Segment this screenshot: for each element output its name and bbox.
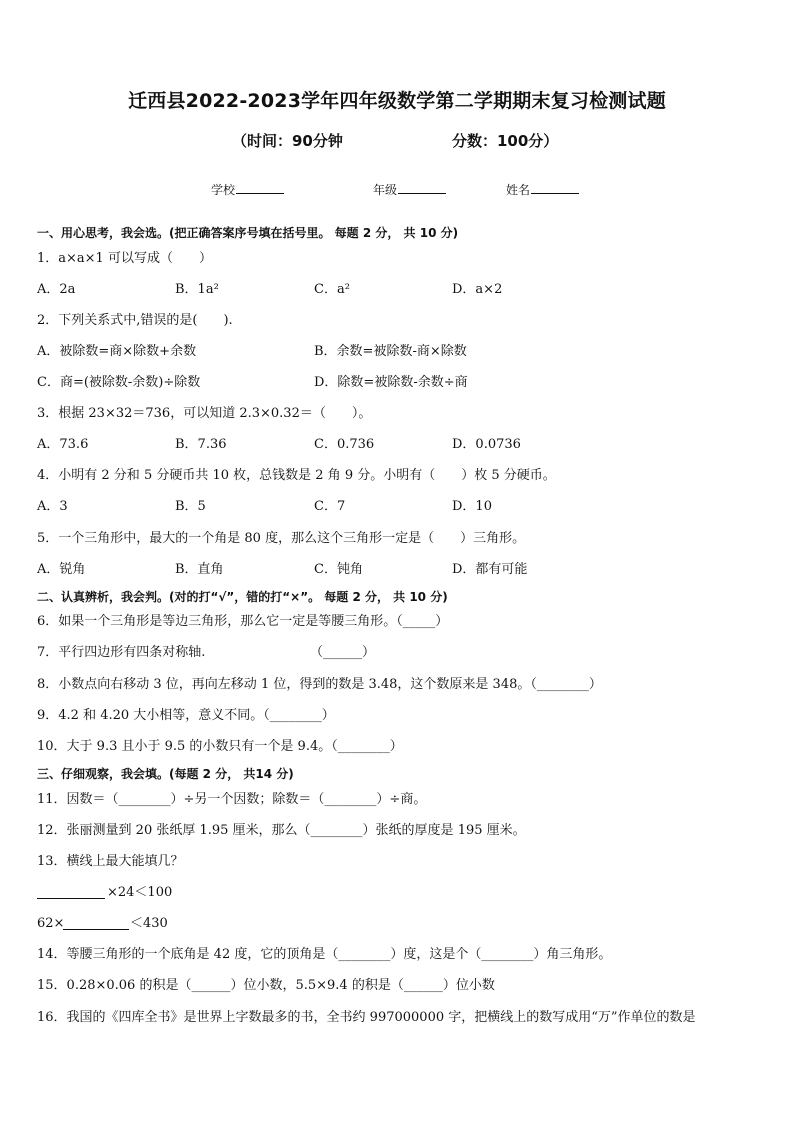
q4-option-d[interactable]: D．10 bbox=[452, 499, 492, 514]
question-8[interactable]: 8．小数点向右移动 3 位，再向左移动 1 位，得到的数是 3.48，这个数原来是 348。（________） bbox=[37, 677, 602, 692]
q5-option-d[interactable]: D．都有可能 bbox=[452, 562, 528, 577]
school-field bbox=[211, 181, 284, 198]
question-6[interactable]: 6．如果一个三角形是等边三角形，那么它一定是等腰三角形。（_____） bbox=[37, 614, 449, 629]
section-1-heading: 一、用心思考，我会选。(把正确答案序号填在括号里。 每题 2 分， 共 10 分) bbox=[37, 226, 459, 240]
q3-option-a[interactable]: A．73.6 bbox=[37, 437, 89, 452]
q5-option-a[interactable]: A．锐角 bbox=[37, 562, 86, 577]
name-blank[interactable] bbox=[531, 182, 579, 194]
q1-option-d[interactable]: D．a×2 bbox=[452, 282, 503, 297]
q4-option-c[interactable]: C．7 bbox=[314, 499, 346, 514]
name-label: 姓名 bbox=[506, 183, 531, 197]
section-2-heading: 二、认真辨析，我会判。(对的打“√”，错的打“×”。 每题 2 分， 共 10 分) bbox=[37, 590, 448, 604]
q3-option-d[interactable]: D．0.0736 bbox=[452, 437, 521, 452]
q3-option-c[interactable]: C．0.736 bbox=[314, 437, 375, 452]
question-1: 1．a×a×1 可以写成（ ） bbox=[37, 251, 212, 266]
q13b-prefix: 62× bbox=[37, 916, 65, 931]
name-field bbox=[506, 181, 579, 198]
question-10[interactable]: 10．大于 9.3 且小于 9.5 的小数只有一个是 9.4。（________） bbox=[37, 739, 403, 754]
exam-score: 分数：100分） bbox=[452, 132, 559, 150]
section-3-heading: 三、仔细观察，我会填。(每题 2 分， 共14 分) bbox=[37, 767, 294, 781]
question-11[interactable]: 11．因数＝（________）÷另一个因数；除数＝（________）÷商。 bbox=[37, 792, 427, 807]
q2-option-b[interactable]: B．余数=被除数-商×除数 bbox=[314, 344, 467, 359]
q5-option-c[interactable]: C．钝角 bbox=[314, 562, 363, 577]
school-blank[interactable] bbox=[236, 182, 284, 194]
q4-option-a[interactable]: A．3 bbox=[37, 499, 68, 514]
question-15[interactable]: 15．0.28×0.06 的积是（______）位小数，5.5×9.4 的积是（______）位小数 bbox=[37, 978, 495, 993]
question-7-answer[interactable]: （______） bbox=[310, 645, 376, 660]
question-14[interactable]: 14．等腰三角形的一个底角是 42 度，它的顶角是（________）度，这是个（________）角三角形。 bbox=[37, 947, 612, 962]
question-13: 13．横线上最大能填几？ bbox=[37, 854, 184, 869]
question-2: 2．下列关系式中,错误的是( ). bbox=[37, 313, 233, 328]
exam-title: 迁西县2022-2023学年四年级数学第二学期期末复习检测试题 bbox=[128, 90, 666, 112]
exam-time: （时间：90分钟 bbox=[232, 132, 343, 150]
q2-option-d[interactable]: D．除数=被除数-余数÷商 bbox=[314, 375, 468, 390]
q2-option-a[interactable]: A．被除数=商×除数+余数 bbox=[37, 344, 197, 359]
q1-option-a[interactable]: A．2a bbox=[37, 282, 76, 297]
q1-option-b[interactable]: B．1a² bbox=[175, 282, 219, 297]
q5-option-b[interactable]: B．直角 bbox=[175, 562, 224, 577]
question-7: 7．平行四边形有四条对称轴. bbox=[37, 645, 206, 660]
q3-option-b[interactable]: B．7.36 bbox=[175, 437, 227, 452]
grade-field bbox=[373, 181, 446, 198]
q4-option-b[interactable]: B．5 bbox=[175, 499, 206, 514]
school-label: 学校 bbox=[211, 183, 236, 197]
question-3: 3．根据 23×32＝736，可以知道 2.3×0.32＝（ ）。 bbox=[37, 406, 372, 421]
grade-blank[interactable] bbox=[398, 182, 446, 194]
question-12[interactable]: 12．张丽测量到 20 张纸厚 1.95 厘米，那么（________）张纸的厚度是 195 厘米。 bbox=[37, 823, 526, 838]
question-4: 4．小明有 2 分和 5 分硬币共 10 枚，总钱数是 2 角 9 分。小明有（ ）枚 5 分硬币。 bbox=[37, 468, 556, 483]
question-16: 16．我国的《四库全书》是世界上字数最多的书，全书约 997000000 字，把横线上的数写成用“万”作单位的数是 bbox=[37, 1010, 696, 1025]
q13b-blank[interactable] bbox=[63, 929, 129, 930]
question-5: 5．一个三角形中，最大的一个角是 80 度，那么这个三角形一定是（ ）三角形。 bbox=[37, 531, 526, 546]
q13a-expression: ×24＜100 bbox=[107, 885, 173, 900]
q1-option-c[interactable]: C．a² bbox=[314, 282, 350, 297]
q13a-blank[interactable] bbox=[37, 898, 105, 899]
question-9[interactable]: 9．4.2 和 4.20 大小相等，意义不同。（________） bbox=[37, 708, 335, 723]
grade-label: 年级 bbox=[373, 183, 398, 197]
q2-option-c[interactable]: C．商=(被除数-余数)÷除数 bbox=[37, 375, 201, 390]
q13b-suffix: ＜430 bbox=[130, 916, 168, 931]
